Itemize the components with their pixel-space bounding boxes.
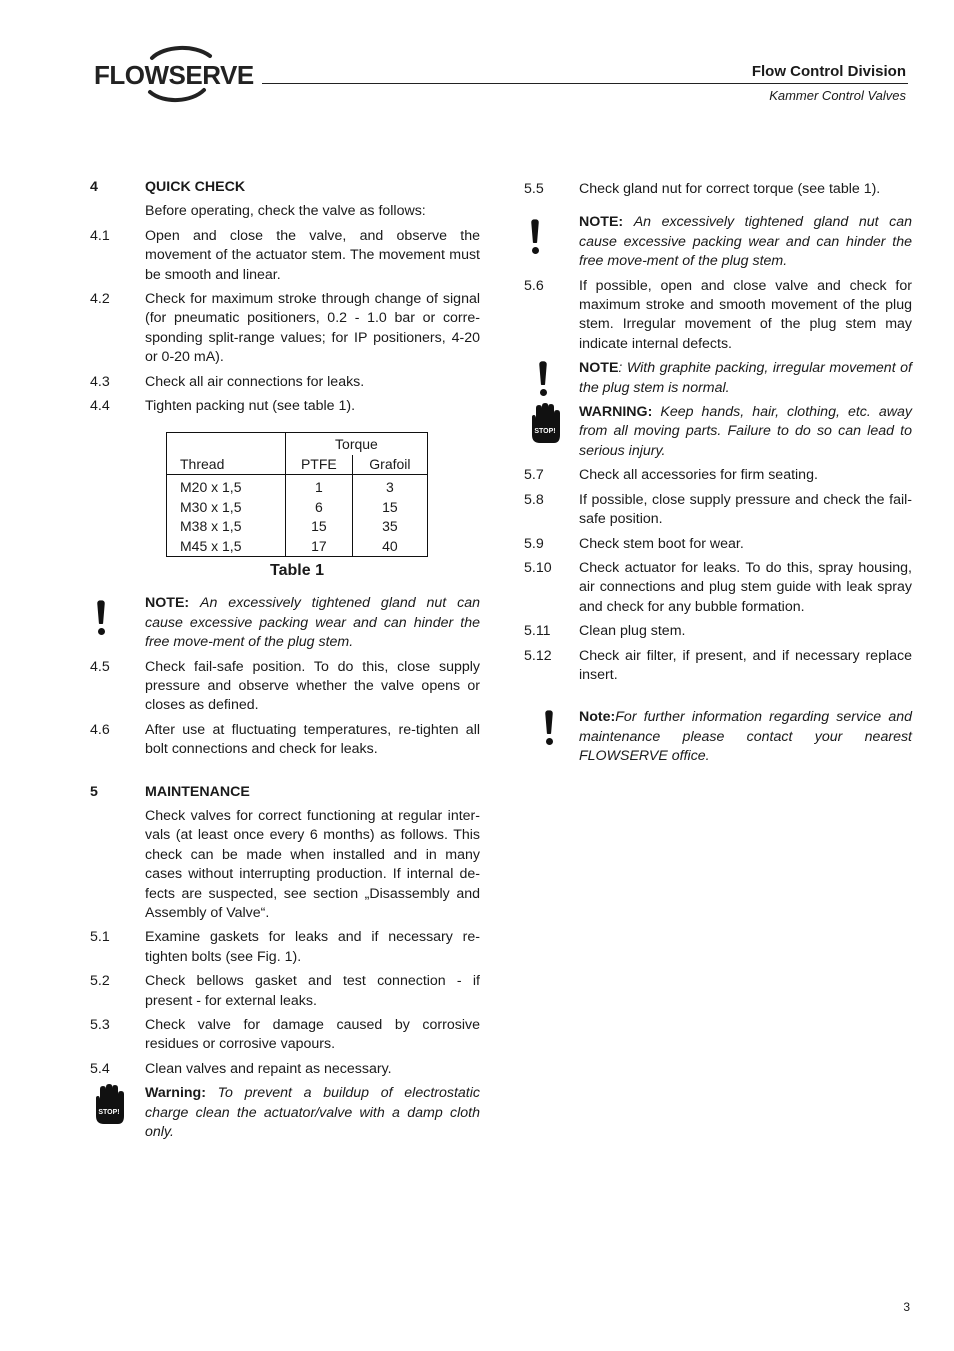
item-number: 5.2 <box>90 973 110 990</box>
item-text: Check all accessories for firm seating. <box>579 467 818 484</box>
item-text: Clean plug stem. <box>579 623 686 640</box>
table-caption: Table 1 <box>270 561 324 579</box>
item-number: 5.10 <box>524 559 552 576</box>
division-title: Flow Control Division <box>751 63 906 80</box>
note-further-info <box>524 708 912 766</box>
exclamation-icon <box>538 361 548 397</box>
item-5-12 <box>524 647 912 686</box>
col-header-thread: Thread <box>167 455 286 475</box>
item-text: Check air filter, if present, and if necessary replace insert. <box>579 647 912 683</box>
item-5-3 <box>90 1016 480 1055</box>
item-4-1 <box>90 227 480 285</box>
item-4-5 <box>90 658 480 716</box>
warning-text: To prevent a buildup of electrostatic charge clean the actuator/valve with a damp cloth only. <box>145 1085 480 1141</box>
division-subtitle: Kammer Control Valves <box>769 88 906 103</box>
item-number: 5.6 <box>524 277 544 294</box>
item-4-4 <box>90 397 480 416</box>
item-text: Check all air connections for leaks. <box>145 373 365 390</box>
exclamation-icon <box>96 600 106 636</box>
item-number: 5.11 <box>524 623 551 640</box>
item-number: 5.8 <box>524 491 544 508</box>
table-header-row <box>167 433 428 455</box>
item-number: 4.4 <box>90 398 110 415</box>
right-column <box>524 180 912 772</box>
item-text: Open and close the valve, and observe the movement of the actuator stem. The movement must be smooth and linear. <box>145 227 480 283</box>
item-number: 5.12 <box>524 647 552 664</box>
logo-wordmark: FLOWSERVE <box>94 60 254 90</box>
stop-hand-icon <box>92 1084 126 1124</box>
stop-label: STOP! <box>534 428 556 436</box>
note-gland-nut-right <box>524 213 912 271</box>
exclamation-icon <box>544 710 554 746</box>
table-row: M38 x 1,5 15 35 <box>167 517 428 536</box>
note-text: For further information regarding service and maintenance please contact your nearest FLOWSERVE office. <box>579 709 912 765</box>
stop-label: STOP! <box>98 1109 120 1117</box>
note-text: An excessively tightened gland nut can cause excessive packing wear and can hinder the free move-ment of the plug stem. <box>145 595 480 651</box>
item-text: Check bellows gasket and test connection - if present - for external leaks. <box>145 973 480 1009</box>
section-4-heading <box>90 178 480 197</box>
note-label: NOTE <box>579 360 619 377</box>
torque-header: Torque <box>335 436 378 453</box>
item-number: 5.4 <box>90 1060 110 1077</box>
warning-label: WARNING: <box>579 404 653 421</box>
exclamation-icon <box>530 219 540 255</box>
paragraph: Check valves for correct functioning at regular inter-vals (at least once every 6 months) as follows. This check can be made when installed and in many cases without interrupting production. If internal de-fects are suspected, see section „Disassembly and Assembly of Valve“. <box>145 807 480 921</box>
item-5-10 <box>524 559 912 617</box>
item-5-7 <box>524 466 912 485</box>
item-number: 4.6 <box>90 721 110 738</box>
item-text: If possible, close supply pressure and check the fail-safe position. <box>579 491 912 528</box>
torque-table <box>166 432 428 556</box>
item-5-8 <box>524 491 912 530</box>
section-number: 4 <box>90 179 98 195</box>
page-number: 3 <box>903 1300 910 1314</box>
item-text: Clean valves and repaint as necessary. <box>145 1060 392 1077</box>
section-5-intro <box>90 807 480 923</box>
note-text: An excessively tightened gland nut can cause excessive packing wear and can hinder the free move-ment of the plug stem. <box>579 214 912 270</box>
item-text: Check for maximum stroke through change of signal (for pneumatic positioners, 0.2 - 1.0 bar or corre-sponding split-range values; for IP positioners, 4-20 or 0-20 mA). <box>145 291 480 366</box>
item-4-6 <box>90 721 480 760</box>
item-number: 5.7 <box>524 467 544 484</box>
item-number: 5.1 <box>90 929 110 946</box>
section-4-intro <box>90 202 480 221</box>
item-number: 4.3 <box>90 373 110 390</box>
table-subheader-row <box>167 455 428 475</box>
section-number: 5 <box>90 783 98 800</box>
left-column <box>90 178 480 1147</box>
flowserve-logo <box>94 44 258 106</box>
note-label: NOTE: <box>145 595 190 612</box>
header-rule <box>262 83 908 84</box>
item-5-6 <box>524 277 912 355</box>
item-5-5 <box>524 180 912 199</box>
paragraph: Before operating, check the valve as follows: <box>145 203 426 220</box>
col-header-grafoil: Grafoil <box>369 455 411 472</box>
item-5-11 <box>524 622 912 641</box>
item-text: Examine gaskets for leaks and if necessary re-tighten bolts (see Fig. 1). <box>145 929 480 965</box>
warning-text: Keep hands, hair, clothing, etc. away from all moving parts. Failure to do so can lead to serious injury. <box>579 404 912 459</box>
section-title: QUICK CHECK <box>145 179 246 195</box>
item-5-4 <box>90 1060 480 1079</box>
item-5-1 <box>90 928 480 967</box>
item-4-2 <box>90 290 480 368</box>
section-5-heading <box>90 783 480 802</box>
item-number: 5.5 <box>524 181 544 197</box>
table-row: M30 x 1,5 6 15 <box>167 498 428 517</box>
item-text: Check stem boot for wear. <box>579 535 744 552</box>
stop-hand-icon <box>528 403 562 443</box>
note-label: Note: <box>579 709 616 726</box>
item-5-2 <box>90 972 480 1011</box>
torque-table-wrapper <box>166 432 428 580</box>
item-text: Check fail-safe position. To do this, close supply pressure and observe whether the valve opens or closes as defined. <box>145 658 480 714</box>
item-number: 5.9 <box>524 535 544 552</box>
section-title: MAINTENANCE <box>145 783 250 800</box>
warning-label: Warning: <box>145 1085 206 1102</box>
item-number: 4.5 <box>90 658 110 675</box>
item-4-3 <box>90 373 480 392</box>
item-text: Tighten packing nut (see table 1). <box>145 398 356 415</box>
item-text: After use at fluctuating temperatures, re-tighten all bolt connections and check for leaks. <box>145 721 480 758</box>
col-header-ptfe: PTFE <box>285 455 352 475</box>
item-5-9 <box>524 535 912 554</box>
note-label: NOTE: <box>579 214 624 231</box>
item-text: Check gland nut for correct torque (see table 1). <box>579 181 881 197</box>
table-row: M20 x 1,5 1 3 <box>167 475 428 498</box>
note-text: : With graphite packing, irregular movement of the plug stem is normal. <box>579 360 912 396</box>
item-text: If possible, open and close valve and check for maximum stroke and smooth movement of the plug stem. Irregular movement of the plug stem may indicate internal defects. <box>579 277 912 352</box>
item-text: Check actuator for leaks. To do this, spray housing, air connections and plug stem guide with leak spray and check for any bubble formation. <box>579 559 912 615</box>
warning-moving-parts <box>524 403 912 461</box>
item-number: 4.2 <box>90 291 110 308</box>
warning-electrostatic <box>90 1084 480 1142</box>
note-gland-nut <box>90 594 480 652</box>
item-text: Check valve for damage caused by corrosive residues or corrosive vapours. <box>145 1017 480 1053</box>
note-graphite <box>524 359 912 398</box>
table-row: M45 x 1,5 17 40 <box>167 537 428 557</box>
item-number: 4.1 <box>90 227 110 244</box>
item-number: 5.3 <box>90 1017 110 1034</box>
